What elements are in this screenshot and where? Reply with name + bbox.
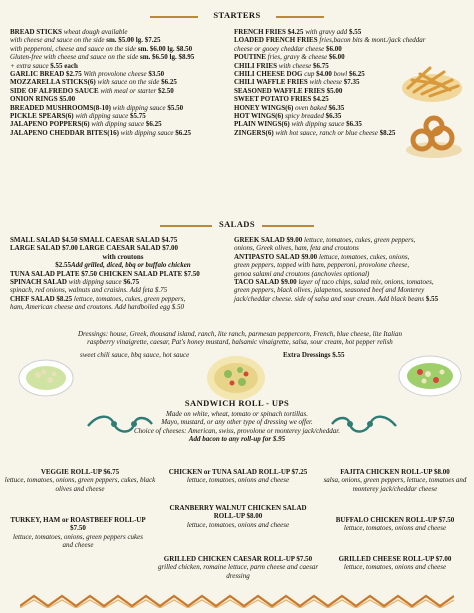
menu-text: BREADED MUSHROOMS(8-10) <box>10 103 111 112</box>
starters-heading: STARTERS <box>213 10 261 20</box>
rollup-name: CRANBERRY WALNUT CHICKEN SALAD ROLL-UP $8.00 <box>169 504 307 521</box>
menu-text: $6.35 <box>326 103 345 112</box>
menu-text: GARLIC BREAD $2.75 <box>10 69 82 78</box>
rollups-intro-4: Add bacon to any roll-up for $.95 <box>188 435 286 444</box>
menu-text: $2.55 <box>55 261 72 270</box>
menu-text: sm. $6.00 lg. $8.50 <box>136 44 193 53</box>
menu-text: Gluten-free with cheese and sauce on the side <box>10 53 139 62</box>
menu-text: FRENCH FRIES $4.25 <box>234 28 304 36</box>
menu-text: with dipping sauce <box>89 120 145 129</box>
menu-text: CHILI CHEESE DOG <box>234 69 303 78</box>
starters-left-column <box>10 28 238 137</box>
salad-photo-center <box>206 354 266 402</box>
menu-text: $6.35 <box>344 120 362 129</box>
rollups-intro-2: Mayo, mustard, or any other type of dressing we offer. <box>161 418 313 427</box>
menu-text: HONEY WINGS(6) <box>234 103 294 112</box>
salad-line <box>10 253 236 261</box>
menu-text: lettuce, tomatoes, cukes, green peppers, <box>302 236 416 244</box>
menu-text: ONION RINGS $5.00 <box>10 95 76 104</box>
menu-text: BREAD STICKS <box>10 28 62 36</box>
starter-line <box>10 129 238 137</box>
menu-text: + extra sauce <box>10 61 49 70</box>
menu-text: sm. $6.50 lg. $8.95 <box>138 53 195 62</box>
menu-text: green peppers, black olives, jalapenos, seasoned beef and Monterey <box>234 286 425 295</box>
rollup-name: CHICKEN or TUNA SALAD ROLL-UP $7.25 <box>168 468 308 476</box>
menu-text: JALAPENO CHEDDAR BITES(16) <box>10 128 119 137</box>
starter-line <box>10 104 238 112</box>
menu-text: with sauce on the side <box>95 78 160 87</box>
menu-text: $6.00 <box>324 44 342 53</box>
menu-text: fries, gravy & cheese <box>265 53 328 62</box>
menu-text: ham, American cheese and croutons. Add hardboiled egg $.50 <box>10 303 185 312</box>
rollups-heading: SANDWICH ROLL - UPS <box>184 398 290 408</box>
menu-text: JALAPENO POPPERS(6) <box>10 120 90 129</box>
menu-text: PICKLE SPEARS(6) <box>10 111 74 120</box>
menu-text: with dipping sauce <box>66 277 122 286</box>
rollup-name: TURKEY, HAM or ROASTBEEF ROLL-UP $7.50 <box>10 516 146 533</box>
salad-line <box>10 261 236 269</box>
dressings-line-2: raspberry vinaigrette, caesar, Pat's honey mustard, balsamic vinaigrette, salsa, sour cream, hot pepper relish <box>87 338 393 347</box>
menu-text: with dipping sauce <box>73 111 129 120</box>
rollup-name: VEGGIE ROLL-UP $6.75 <box>40 468 120 476</box>
menu-text: with cheese <box>276 61 312 70</box>
salads-left-column <box>10 236 236 312</box>
starter-line <box>234 28 470 36</box>
salad-line <box>234 244 470 252</box>
starter-line <box>10 78 238 86</box>
menu-text: GREEK SALAD $9.00 <box>234 236 303 244</box>
menu-text: with dipping sauce <box>110 103 166 112</box>
rollup-desc: salsa, onions, green peppers, lettuce, tomatoes and monterey jack/cheddar cheese <box>323 476 467 493</box>
menu-text: genoa salami and croutons (anchovies optional) <box>234 269 370 278</box>
salad-line <box>234 286 470 294</box>
starter-line <box>234 104 470 112</box>
menu-text: onions, Greek olives, ham, feta and croutons <box>234 244 359 253</box>
rollup-desc: lettuce, tomatoes, onions, green peppers, cukes, black olives and cheese <box>4 476 156 493</box>
rollup-item <box>4 468 156 493</box>
menu-text: SIDE OF ALFREDO SAUCE <box>10 86 99 95</box>
rollup-item <box>150 555 326 580</box>
menu-text: ANTIPASTO SALAD $9.00 <box>234 252 318 261</box>
salad-line <box>10 295 236 303</box>
menu-text: with croutons <box>102 252 144 261</box>
rollup-name: BUFFALO CHICKEN ROLL-UP $7.50 <box>335 516 455 524</box>
menu-text: MOZZARELLA STICKS(6) <box>10 78 96 87</box>
menu-text: $6.75 <box>311 61 329 70</box>
rollups-intro-3: Choice of cheeses: American, swiss, provolone or monterey jack/cheddar. <box>133 426 340 435</box>
menu-text: CHEF SALAD $8.25 <box>10 294 73 303</box>
starter-line <box>234 45 470 53</box>
salad-photo-right <box>398 354 462 398</box>
menu-text: $6.75 <box>121 277 140 286</box>
menu-text: with cheese <box>307 78 342 87</box>
menu-text: $8.25 <box>377 128 396 137</box>
menu-text: with meal or starter <box>98 86 157 95</box>
menu-text: SMALL SALAD $4.50 SMALL CAESAR SALAD $4.75 <box>10 236 178 244</box>
menu-text: TACO SALAD $9.00 <box>234 277 297 286</box>
starters-rule-right <box>276 16 324 18</box>
salad-line <box>234 270 470 278</box>
starter-line <box>10 36 238 44</box>
starter-line <box>10 95 238 103</box>
menu-text: $5.75 <box>128 111 146 120</box>
rollup-desc: lettuce, tomatoes, onions, green peppers cukes and cheese <box>13 532 143 550</box>
rollup-desc: lettuce, tomatoes, onions and cheese <box>186 476 290 485</box>
bottom-zigzag-border <box>20 594 454 608</box>
salad-line <box>10 236 236 244</box>
menu-text: $6.25 <box>347 69 365 78</box>
menu-text: ZINGERS(6) <box>234 128 274 137</box>
rollup-desc: grilled chicken, romaine lettuce, parm cheese and caesar dressing <box>157 563 319 580</box>
starter-line <box>10 28 238 36</box>
salad-line <box>234 261 470 269</box>
menu-text: $.55 <box>424 294 439 303</box>
rollup-desc: lettuce, tomatoes, onions and cheese <box>343 524 447 533</box>
starter-line <box>10 45 238 53</box>
menu-text: with dipping sauce <box>289 120 345 129</box>
menu-text: $.55 <box>347 28 362 36</box>
menu-text: $2.50 <box>156 86 174 95</box>
menu-text: wheat dough available <box>61 28 128 36</box>
salad-photo-left <box>18 358 74 398</box>
menu-text: $6.25 <box>144 120 162 129</box>
menu-text: POUTINE <box>234 53 266 62</box>
menu-text: $6.25 <box>159 78 177 87</box>
salad-line <box>234 253 470 261</box>
starter-line <box>10 112 238 120</box>
menu-text: TUNA SALAD PLATE $7.50 CHICKEN SALAD PLATE $7.50 <box>10 269 200 278</box>
dressings-line-3: sweet chili sauce, bbq sauce, hot sauce <box>80 351 190 359</box>
salad-line <box>234 236 470 244</box>
salad-line <box>10 244 236 252</box>
menu-text: LARGE SALAD $7.00 LARGE CAESAR SALAD $7.00 <box>10 244 179 253</box>
menu-text: cup <box>302 69 315 78</box>
rollup-item <box>320 468 470 493</box>
salads-heading: SALADS <box>219 219 255 229</box>
menu-text: with hot sauce, ranch or blue cheese <box>273 128 378 137</box>
salad-line <box>10 303 236 311</box>
menu-text: with cheese and sauce on the side <box>10 36 105 45</box>
menu-text: green peppers, topped with ham, pepperoni, provolone cheese, <box>234 261 410 270</box>
rollup-item <box>320 516 470 533</box>
menu-text: bowl <box>331 69 348 78</box>
starter-line <box>10 70 238 78</box>
rollups-intro <box>100 410 374 444</box>
menu-text: sm. $5.00 lg. $7.25 <box>104 36 161 45</box>
menu-text: $4.00 <box>314 69 332 78</box>
rollups-intro-1: Made on white, wheat, tomato or spinach tortillas. <box>166 410 308 418</box>
fries-photo <box>400 58 464 104</box>
starter-line <box>10 62 238 70</box>
menu-text: jack/cheddar cheese. side of salsa and sour cream. Add black beans <box>234 294 425 303</box>
menu-text: CHILI FRIES <box>234 61 277 70</box>
extra-dressings: Extra Dressings $.55 <box>283 351 345 359</box>
menu-text: $5.50 <box>165 103 184 112</box>
rollup-desc: lettuce, tomatoes, onions and cheese <box>186 520 290 529</box>
rollup-item <box>152 468 324 485</box>
menu-text: $6.25 <box>173 128 192 137</box>
menu-text: HOT WINGS(6) <box>234 111 284 120</box>
rollup-item <box>8 516 148 550</box>
dressings-block <box>40 330 440 347</box>
menu-text: CHILI WAFFLE FRIES <box>234 78 308 87</box>
onion-rings-photo <box>404 112 464 160</box>
salad-line <box>234 278 470 286</box>
menu-text: oven baked <box>293 103 327 112</box>
rollup-name: FAJITA CHICKEN ROLL-UP $8.00 <box>340 468 450 476</box>
menu-text: spinach, red onions, walnuts and craisins. Add feta $.75 <box>10 286 168 295</box>
starter-line <box>10 53 238 61</box>
salad-line <box>10 286 236 294</box>
menu-text: SPINACH SALAD <box>10 277 67 286</box>
salad-line <box>234 295 470 303</box>
rollup-name: GRILLED CHICKEN CAESAR ROLL-UP $7.50 <box>163 555 313 563</box>
menu-text: cheese or gooey cheddar cheese <box>234 44 325 53</box>
rollup-item <box>320 555 470 572</box>
menu-text: SWEET POTATO FRIES $4.25 <box>234 95 329 104</box>
menu-text: Add grilled, diced, bbq or buffalo chicken <box>71 261 191 270</box>
salad-line <box>10 278 236 286</box>
menu-text: SEASONED WAFFLE FRIES $5.00 <box>234 86 343 95</box>
salad-line <box>10 270 236 278</box>
menu-text: with gravy add <box>303 28 348 36</box>
rollup-item <box>166 504 310 529</box>
menu-text: with dipping sauce <box>118 128 174 137</box>
menu-text: PLAIN WINGS(6) <box>234 120 290 129</box>
menu-text: LOADED FRENCH FRIES <box>234 36 318 45</box>
menu-text: with pepperoni, cheese and sauce on the side <box>10 44 137 53</box>
menu-text: fries,bacon bits & mont./jack cheddar <box>317 36 426 45</box>
dressings-line-1: Dressings: house, Greek, thousand island, ranch, lite ranch, parmesan peppercorn, French, blue cheese, lite Italian <box>77 330 403 338</box>
starter-line <box>234 36 470 44</box>
menu-text: $7.35 <box>342 78 360 87</box>
salads-right-column <box>234 236 470 303</box>
menu-text: With provolone cheese <box>81 69 147 78</box>
rollup-name: GRILLED CHEESE ROLL-UP $7.00 <box>338 555 452 563</box>
menu-text: $.55 each <box>48 61 78 70</box>
starter-line <box>10 87 238 95</box>
menu-text: layer of taco chips, salad mix, onions, tomatoes, <box>296 277 434 286</box>
menu-text: lettuce, tomatoes, cukes, green peppers, <box>72 294 186 303</box>
menu-text: spicy breaded <box>283 111 324 120</box>
menu-text: $3.50 <box>146 69 165 78</box>
salads-rule-right <box>262 225 314 227</box>
menu-text: $6.35 <box>323 111 342 120</box>
rollup-desc: lettuce, tomatoes, onions and cheese <box>343 563 447 572</box>
menu-text: lettuce, tomatoes, cukes, onions, <box>317 252 410 261</box>
starter-line <box>10 120 238 128</box>
menu-text: $6.00 <box>327 53 345 62</box>
